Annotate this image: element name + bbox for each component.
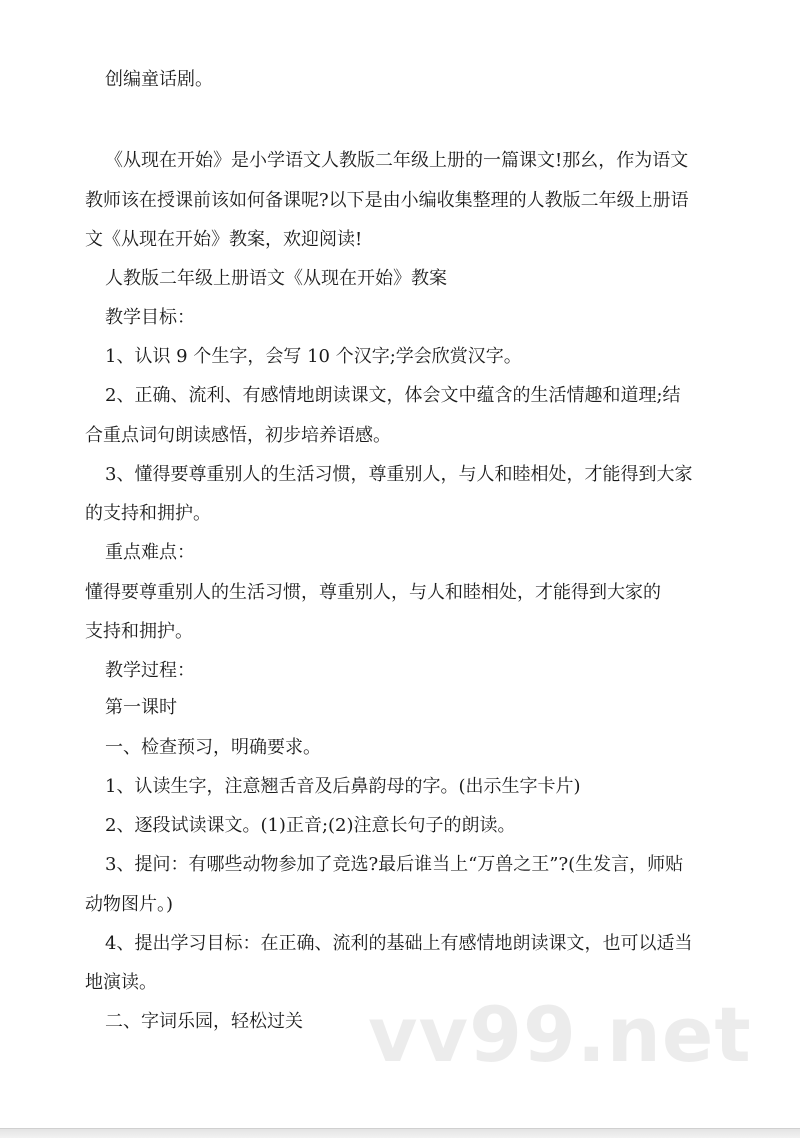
- watermark-logo: vv99.net: [368, 990, 752, 1079]
- text-line: 二、字词乐园，轻松过关: [105, 1011, 303, 1032]
- text-line: 动物图片。): [85, 894, 174, 915]
- text-line: 创编童话剧。: [105, 69, 213, 90]
- text-line: 懂得要尊重别人的生活习惯，尊重别人，与人和睦相处，才能得到大家的: [85, 582, 661, 603]
- text-line: 教学过程：: [105, 660, 195, 681]
- text-line: 教学目标：: [105, 307, 195, 328]
- text-line: 3、懂得要尊重别人的生活习惯，尊重别人，与人和睦相处，才能得到大家: [105, 464, 693, 485]
- text-line: 教师该在授课前该如何备课呢?以下是由小编收集整理的人教版二年级上册语: [85, 190, 689, 211]
- text-line: 文《从现在开始》教案，欢迎阅读!: [85, 229, 363, 250]
- text-line: 1、认读生字，注意翘舌音及后鼻韵母的字。(出示生字卡片): [105, 776, 581, 797]
- text-line: 3、提问：有哪些动物参加了竞选?最后谁当上“万兽之王”?(生发言，师贴: [105, 854, 684, 875]
- text-line: 2、逐段试读课文。(1)正音;(2)注意长句子的朗读。: [105, 815, 516, 836]
- text-line: 的支持和拥护。: [85, 503, 211, 524]
- text-line: 4、提出学习目标：在正确、流利的基础上有感情地朗读课文，也可以适当: [105, 933, 693, 954]
- text-line: 《从现在开始》是小学语文人教版二年级上册的一篇课文!那幺，作为语文: [105, 150, 689, 171]
- text-line: 人教版二年级上册语文《从现在开始》教案: [105, 268, 447, 289]
- text-line: 地演读。: [85, 972, 157, 993]
- text-line: 合重点词句朗读感悟，初步培养语感。: [85, 425, 391, 446]
- text-line: 支持和拥护。: [85, 621, 193, 642]
- text-line: 重点难点：: [105, 542, 195, 563]
- text-line: 一、检查预习，明确要求。: [105, 737, 321, 758]
- text-line: 1、认识 9 个生字，会写 10 个汉字;学会欣赏汉字。: [105, 346, 522, 367]
- text-line: 第一课时: [105, 697, 177, 718]
- text-line: 2、正确、流利、有感情地朗读课文，体会文中蕴含的生活情趣和道理;结: [105, 385, 681, 406]
